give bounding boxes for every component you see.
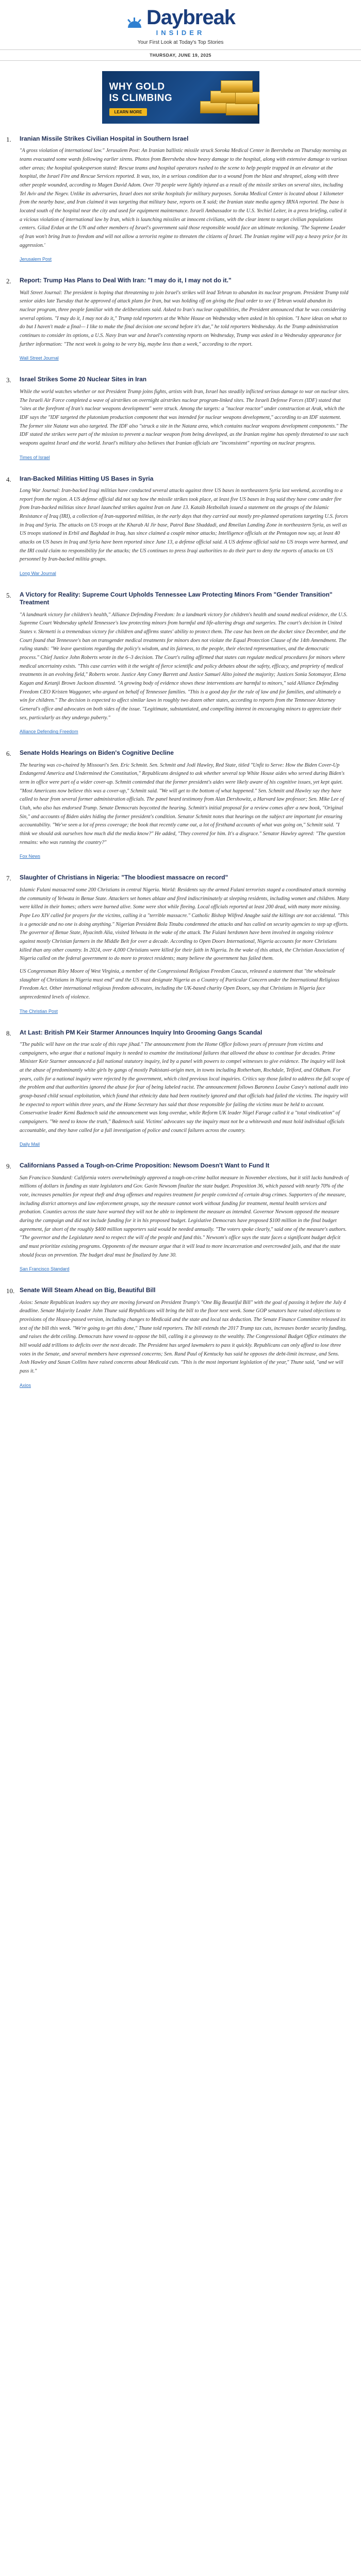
gold-banner-ad[interactable] [102,71,259,124]
source-link[interactable]: Daily Mail [20,1142,40,1147]
article-item [6,1286,350,1389]
gold-bar-icon [226,103,258,115]
article-body [20,475,350,578]
brand-sub: INSIDER [156,29,205,37]
article-headline[interactable]: Senate Will Steam Ahead on Big, Beautiful Bill [20,1286,156,1294]
article-body [20,1162,350,1273]
article-number: 9. [6,1162,11,1171]
article-number: 4. [6,475,11,483]
article-item [6,376,350,461]
article-number: 5. [6,591,11,599]
article-number: 6. [6,750,11,758]
article-item [6,1162,350,1273]
article-paragraph: Long War Journal: Iran-backed Iraqi militias have conducted several attacks against three US bases in northeastern Syria last weekend, according to a report from the region. A US defense official did not say how the missile strikes took place, at least five US bases in Iraq said they have come under fire from Iran-backed militias since Israel launched strikes against Iran on June 13. Kataib Hezbollah issued a statement on the groups of the Islamic Resistance of Iraq (IRI), a collection of Iran-supported militias, in the early days that they carried out mostly pre-planned operations targeting U.S. forces in Iraq and Syria. The attacks on US troops at the Kharab Al Jir base, Patrol Base Shaddadi, and Rmeilan Landing Zone in northeastern Syria, as well as US troops stationed in Erbil and Baghdad in Iraq, has since claimed a couple minor attacks; Intelligence officials at the Pentagon now say, at least 40 attacks on US bases in Iraq and Syria have been reported since June 13, a defense official said. A US defense official said no US troops were harmed, and the IRI could claim no responsibility for the attacks; the US continues to press Iraqi authorities to do their part to deny the reports of attacks on US personnel by Iran-backed militia groups. [20,487,348,563]
source-link[interactable]: Fox News [20,854,41,859]
article-paragraph: "The public will have on the true scale of this rape jihad." The announcement from the Home Office follows years of pressure from victims and campaigners, who argue that a national inquiry is needed to examine the institutional failures that allowed the abuse to continue for decades. Prime Minister Keir Starmer announced a full national statutory inquiry, led by a panel with powers to compel witnesses to give evidence. The inquiry will look at the abuse of predominantly white girls by gangs of mostly Pakistani-origin men, in towns including Rotherham, Rochdale, Telford, and Oldham. For years, calls for a national inquiry were rejected by the government, which cited previous local inquiries. Critics say those failed to address the full scope of the problem and that authorities ignored the abuse for fear of being labeled racist. The announcement follows Baroness Louise Casey's national audit into group-based child sexual exploitation, which found that ethnicity data had been routinely ignored and that officials had failed the victims. The inquiry will be expected to report within three years, and the Home Secretary has said that those responsible for failing the victims must be held to account. Conservative leader Kemi Badenoch said the announcement was long overdue, while Reform UK leader Nigel Farage called it a "total vindication" of campaigners. "We need to know the truth," Badenoch said. Victims' advocates say the inquiry must not be a whitewash and must hold individual officials accountable, and they have called for a full investigation of police and council failures across the country. [20,1041,350,1133]
article-item [6,749,350,860]
source-link[interactable]: Jerusalem Post [20,257,52,262]
article-body [20,874,350,1015]
article-body [20,135,350,263]
article-paragraph: US Congressman Riley Moore of West Virginia, a member of the Congressional Religious Freedom Caucus, released a statement that "the wholesale slaughter of Christians in Nigeria must end" and the US must designate Nigeria as a Country of Particular Concern under the International Religious Freedom Act. Other international religious freedom advocates, including the UK-based charity Open Doors, say that Christians in Nigeria face unprecedented levels of violence. [20,968,339,1000]
gold-bar-icon [235,92,259,104]
article-headline[interactable]: Iranian Missile Strikes Civilian Hospital in Southern Israel [20,135,189,142]
article-paragraph: Islamic Fulani massacred some 200 Christians in central Nigeria. World: Residents say the armed Fulani terrorists staged a coordinated attack storming the community of Yelwata in Benue State. Attackers set homes ablaze and fired indiscriminately at sleeping residents, including women and children. Many were killed in their homes; others were burned alive. Some were shot while fleeing. Local officials reported at least 200 dead, with many more missing. Pope Leo XIV called for prayers for the victims, calling it a "terrible massacre." Catholic Bishop Wilfred Anagbe said the killings are not accidental. "This is a genocide and no one is doing anything." Nigerian President Bola Tinubu condemned the attacks and has called on security agencies to step up efforts. The governor of Benue State, Hyacinth Alia, visited Yelwata in the wake of the attack. The Fulani herdsmen have been involved in ongoing violence against mostly Christian farmers in the Middle Belt for over a decade. According to Open Doors International, Nigeria accounts for more Christians killed than any other country. In 2024, over 4,000 Christians were killed for their faith in Nigeria. In the wake of this attack, the Christian Association of Nigeria called on the federal government to do more to protect residents; many believe the government has failed them. [20,887,349,962]
article-number: 8. [6,1029,11,1037]
article-item [6,475,350,578]
article-paragraph: "A gross violation of international law." Jerusalem Post: An Iranian ballistic missile struck Soroka Medical Center in Beersheba on Thursday morning as teams evacuated some wards following earlier sirens. Photos from Beersheba show heavy damage to the hospital, along with extensive damage to various other areas; the hospital spokesperson stated: Rescue teams and hospital operators rushed to the scene to help people trapped in an elevator at the hospital, the Israel Fire and Rescue Services reported. It was, too, in a serious condition due to a wound from the blast and shrapnel, along with three other people wounded, according to Magen David Adom. Over 70 people were lightly injured as a result of the missile strikes on several sites, including Tel Aviv and the Negev. Unlike its adversaries, Israel does not strike hospitals for military purposes. Soroka Medical Center is located about 1 kilometer from the nearby base, and Iran claimed it was targeting that military base, reports on X said; the Iranian state media agency IRNA reported. The base is located south of the hospital near the city and used for equipment maintenance. Israeli Ambassador to the U.S. Yechiel Leiter, in a press briefing, called it a vicious violation of international law by Iran, which is launching missiles at innocent civilians, with the clear intent to target civilian populations centers. Gilad Erdan at the UN and other members of Israel's government said those responsible would face an ultimate reckoning. 'The Supreme Leader of Iran won't bring Iran to freedom and will not allow a terrorist regime to threaten the citizens of Israel. The Iranian regime will pay a heavy price for its aggression.' [20,148,348,248]
article-paragraph: While the world watches whether or not President Trump joins fights, artists with Iran, Israel has steadily inflicted serious damage to war on nuclear sites. The Israeli Air Force completed a wave of airstrikes on overnight airstrikes nuclear program-linked sites. The Israeli Defense Forces (IDF) stated that "sites at the forefront of Iran's nuclear weapons development" were struck. Among the targets: a "nuclear reactor" under construction at Arak, which the IDF says the "IDF targeted the plutonium production component that was intended for nuclear weapons development," according to an IDF statement. The former site Natanz was also targeted. The IDF also "struck a site in the Natanz area, which contains nuclear weapons development components." The IDF stated the strikes were part of the mission to prevent a nuclear weapon from being developed, as the Iranian regime has openly threatened to use such weapons against Israel and the world. Israel's military also believes that Iranian officials are "inconsistent" reporting on nuclear progress. [20,388,350,446]
article-paragraph: "A landmark victory for children's health," Alliance Defending Freedom: In a landmark victory for children's health and sound medical evidence, the U.S. Supreme Court Wednesday upheld Tennessee's law protecting minors from harmful and life-altering drugs and surgeries. The court's decision in United States v. Skrmetti is a tremendous victory for children and affirms states' ability to protect them. The case has been on the docket since December, and the Court found that Tennessee's ban on transgender medical treatments for minors does not violate the Equal Protection Clause of the 14th Amendment. The ruling stands: "We leave questions regarding the policy's wisdom, and its fairness, to the people, their elected representatives, and the democratic process." Chief Justice John Roberts wrote in the 6–3 decision. The Court's ruling affirmed that states can regulate medical procedures for minors where medical uncertainty exists. "This case carries with it the weight of fierce scientific and policy debates about the safety, efficacy, and propriety of medical treatments in an evolving field," Roberts wrote. Justice Amy Coney Barrett and Justice Samuel Alito joined the majority; Justices Sonia Sotomayor, Elena Kagan and Ketanji Brown Jackson dissented. "A growing body of evidence shows these interventions are harmful to minors," said Alliance Defending Freedom CEO Kristen Waggoner, who argued on behalf of Tennessee families. "This is a good day for the rule of law and for families, and ultimately a win for children." The decision is expected to affect similar laws in roughly two dozen other states, according to reports from the Tennessee Attorney General's office and advocates on both sides of the issue. "Legitimate, substantiated, and compelling interest in encouraging minors to appreciate their sex, particularly as they undergo puberty." [20,612,348,721]
article-headline[interactable]: Californians Passed a Tough-on-Crime Proposition: Newsom Doesn't Want to Fund It [20,1162,270,1170]
article-body [20,277,350,362]
article-item [6,1029,350,1149]
article-paragraph: The hearing was co-chaired by Missouri's Sen. Eric Schmitt. Sen. Schmitt and Jodi Hawley, Red State, titled "Unfit to Serve: How the Biden Cover-Up Endangered America and Undermined the Constitution," Republicans designed to ask whether several top White House aides who served during Biden's term in office were part of a wider cover-up. Schmitt contended that the former president's aides were likely aware of his cognitive issues, yet kept quiet. "Most Americans now believe this was a cover-up," Schmitt said. "We will get to the bottom of what happened." Sen. Schmitt and Hawley say they have called to hear from several former administration officials. The panel heard testimony from Alan Dershowitz, a Harvard law professor; Sen. Mike Lee of Utah, who also has endorsed Trump. Senate Democrats boycotted the hearing. Schmitt's initial proposal for a review comes after a new book, "Original Sin," and accounts of Biden aides hiding the former president's condition. Senator Schmitt notes that hearings on the subject are important for ensuring accountability. "We've seen a lot of press coverage; the book that recently came out, a lot of firsthand accounts of what was going on," Schmitt said. "I think we should ask ourselves how much did the media know?" He added, "They covered for him. It's a disgrace." Senator Hawley agreed: "The question remains: who was running the country?" [20,762,346,845]
issue-date: THURSDAY, JUNE 19, 2025 [0,49,361,61]
article-number: 7. [6,874,11,883]
sunrise-icon [126,18,143,28]
masthead [0,0,361,65]
article-body [20,591,350,736]
article-headline[interactable]: Senate Holds Hearings on Biden's Cognitive Decline [20,749,174,757]
banner-cta-button[interactable]: LEARN MORE [109,108,147,116]
article-body [20,376,350,461]
article-number: 1. [6,135,11,143]
banner-headline-2: IS CLIMBING [109,93,173,104]
brand-name: Daybreak [146,6,236,29]
source-link[interactable]: Wall Street Journal [20,355,59,361]
gold-bar-icon [221,80,253,93]
source-link[interactable]: The Christian Post [20,1008,58,1014]
source-link[interactable]: Alliance Defending Freedom [20,729,78,735]
article-headline[interactable]: Iran-Backed Militias Hitting US Bases in Syria [20,474,154,482]
article-body [20,1286,350,1389]
article-headline[interactable]: A Victory for Reality: Supreme Court Upholds Tennessee Law Protecting Minors From "Gender Transition" Treatment [20,590,333,606]
tagline: Your First Look at Today's Top Stories [137,40,224,45]
article-paragraph: Axios: Senate Republican leaders say they are moving forward on President Trump's "One Big Beautiful Bill" with the goal of passing it before the July 4 deadline. Senate Majority Leader John Thune said Republicans will bring the bill to the floor next week. Some GOP senators have raised objections to provisions of the House-passed version, including changes to Medicaid and the state and local tax deduction. The Senate Finance Committee released its text of the bill this week. "We're going to get this done," Thune told reporters. The bill extends the 2017 Trump tax cuts, increases border security funding, and raises the debt ceiling. Democrats have vowed to oppose the bill, calling it a giveaway to the wealthy. The Congressional Budget Office estimates the bill would add trillions to deficits over the next decade. The President has urged lawmakers to pass it quickly. Republicans can only afford to lose three votes in the Senate, and several members have expressed concerns; Sen. Rand Paul of Kentucky has said he opposes the debt-limit increase, and Sens. Josh Hawley and Susan Collins have raised concerns about Medicaid cuts. "This is the most important legislation of the year," Thune said, "and we will pass it." [20,1299,347,1375]
article-paragraph: Wall Street Journal: The president is hoping that threatening to join Israel's strikes will lead Tehran to abandon its nuclear program. President Trump told senior aides late Tuesday that he approved of attack plans for Iran, but was holding off on giving the final order to see if Tehran would abandon its nuclear program, three people familiar with the deliberations said. Asked to Iran's nuclear capabilities, the President announced that he was considering several options. "I may do it, I may not do it," Trump told reporters at the White House on Wednesday when asked in his opinion. "I have ideas on what to do but I haven't made a final— I like to make the final decision one second before it's due," he told reporters Wednesday. As the Trump administration continues to consider its options, a U.S. Navy Iran war and Israel's contesting reports on Wednesday, Trump was asked in a Wednesday appearance for further information: "The next week is going to be very big, maybe less than a week," according to the report. [20,290,349,347]
source-link[interactable]: Axios [20,1382,31,1388]
article-number: 3. [6,376,11,384]
source-link[interactable]: Times of Israel [20,454,50,460]
article-body [20,749,350,860]
banner-headline-1: WHY GOLD [109,81,165,92]
source-link[interactable]: Long War Journal [20,570,56,576]
article-number: 2. [6,277,11,285]
article-headline[interactable]: Report: Trump Has Plans to Deal With Iran: "I may do it, I may not do it." [20,277,232,284]
article-number: 10. [6,1287,15,1295]
article-body [20,1029,350,1149]
article-list [0,135,361,1423]
source-link[interactable]: San Francisco Standard [20,1266,70,1272]
article-headline[interactable]: At Last: British PM Keir Starmer Announces Inquiry Into Grooming Gangs Scandal [20,1028,262,1036]
article-item [6,135,350,263]
article-headline[interactable]: Israel Strikes Some 20 Nuclear Sites in Iran [20,376,147,383]
article-paragraph: San Francisco Standard: California voters overwhelmingly approved a tough-on-crime ballot measure in November elections, but it still lacks hundreds of millions of dollars in funding as state legislators and Gov. Gavin Newsom finalize the state budget. Proposition 36, which passed with nearly 70% of the vote, increases penalties for repeat theft and drug offenses and requires treatment for people convicted of certain drug crimes. Supporters of the measure, including district attorneys and law enforcement groups, say the measure cannot work without funding for treatment, mental health services and probation. Counties across the state have warned they will not be able to implement the measure as intended. Governor Newsom opposed the measure during the campaign and did not include funding for it in his proposed budget. Legislative Democrats have proposed $100 million in the final budget agreement, far short of the roughly $400 million supporters said would be needed annually. "The voters spoke clearly," said one of the measure's authors. "The governor and the Legislature need to respect the will of the people and fund this." Newsom's office says the state faces a significant budget deficit and must prioritize existing programs. Opponents of the measure argue that it will lead to more incarceration and overcrowded jails, and that the state should focus on prevention. The budget deal must be finalized by June 30. [20,1175,349,1258]
article-item [6,277,350,362]
article-item [6,874,350,1015]
article-item [6,591,350,736]
article-headline[interactable]: Slaughter of Christians in Nigeria: "The bloodiest massacre on record" [20,874,228,882]
logo[interactable] [0,7,361,28]
